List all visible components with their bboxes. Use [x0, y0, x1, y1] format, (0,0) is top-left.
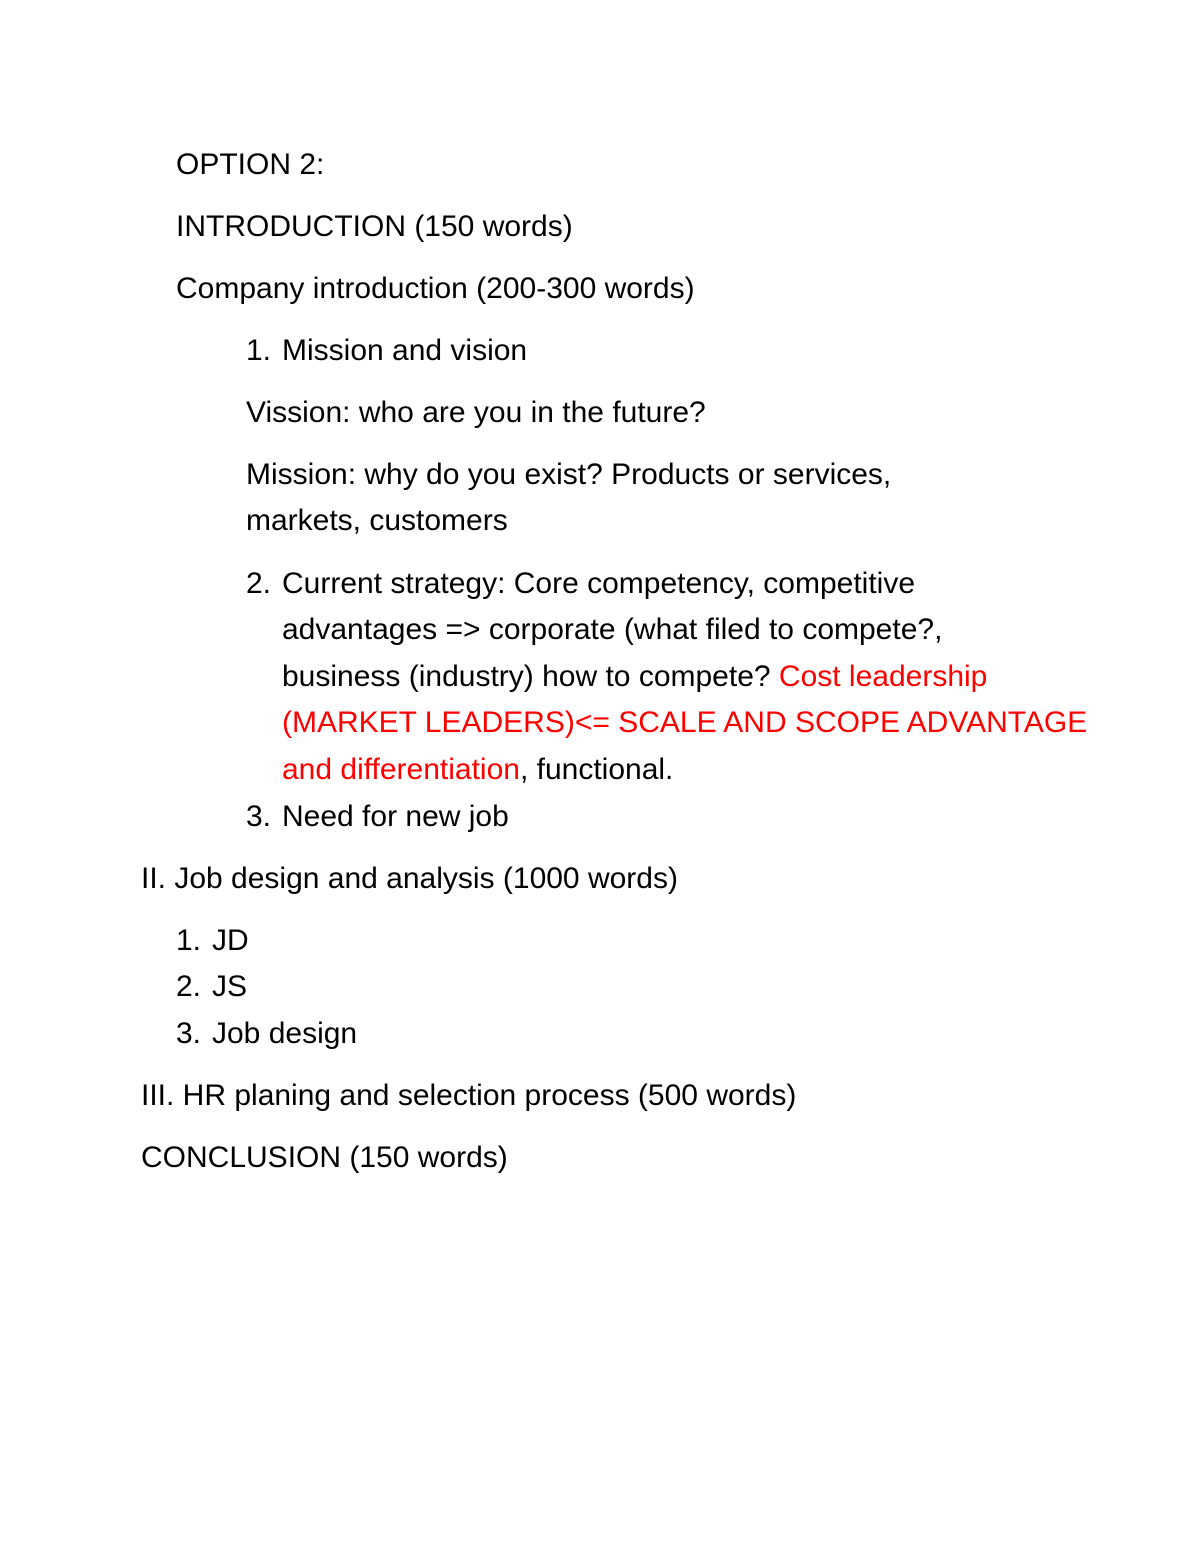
- list-number: 2.: [246, 567, 272, 600]
- list-item-text: JD: [212, 924, 249, 957]
- market-leaders-highlight: (MARKET LEADERS)<= SCALE AND SCOPE ADVANTAGE: [282, 706, 1088, 739]
- list-item-text: Job design: [212, 1017, 358, 1050]
- company-introduction-heading: Company introduction (200-300 words): [176, 272, 695, 305]
- current-strategy-line-5: [282, 747, 673, 793]
- list-number: 2.: [176, 970, 202, 1003]
- option-title: OPTION 2:: [176, 148, 325, 181]
- current-strategy-line-2: advantages => corporate (what filed to compete?,: [282, 613, 943, 646]
- mission-vision-heading: Mission and vision: [282, 334, 528, 367]
- list-item-text: JS: [212, 970, 248, 1003]
- cost-leadership-highlight: Cost leadership: [778, 660, 988, 693]
- list-item: [176, 918, 249, 964]
- current-strategy-line-3-text: business (industry) how to compete?: [282, 660, 779, 693]
- current-strategy-line-1: Current strategy: Core competency, competitive: [282, 567, 916, 600]
- list-item: [176, 1011, 357, 1057]
- list-number: 1.: [176, 924, 202, 957]
- functional-text: , functional.: [519, 753, 674, 786]
- list-number: 1.: [246, 334, 272, 367]
- introduction-heading: INTRODUCTION (150 words): [176, 210, 573, 243]
- mission-vision-item: [246, 328, 527, 374]
- section-2-heading: II. Job design and analysis (1000 words): [141, 862, 678, 895]
- need-new-job-text: Need for new job: [282, 800, 509, 833]
- mission-line-1: Mission: why do you exist? Products or services,: [246, 458, 892, 491]
- mission-line-2: markets, customers: [246, 504, 508, 537]
- vission-line: Vission: who are you in the future?: [246, 396, 706, 429]
- current-strategy-item: [246, 561, 915, 607]
- list-item: [176, 964, 247, 1010]
- list-number: 3.: [176, 1017, 202, 1050]
- need-new-job-item: [246, 794, 509, 840]
- conclusion-heading: CONCLUSION (150 words): [141, 1141, 508, 1174]
- differentiation-highlight: and differentiation: [282, 753, 520, 786]
- list-number: 3.: [246, 800, 272, 833]
- current-strategy-line-3: [282, 654, 987, 700]
- section-3-heading: III. HR planing and selection process (500 words): [141, 1079, 797, 1112]
